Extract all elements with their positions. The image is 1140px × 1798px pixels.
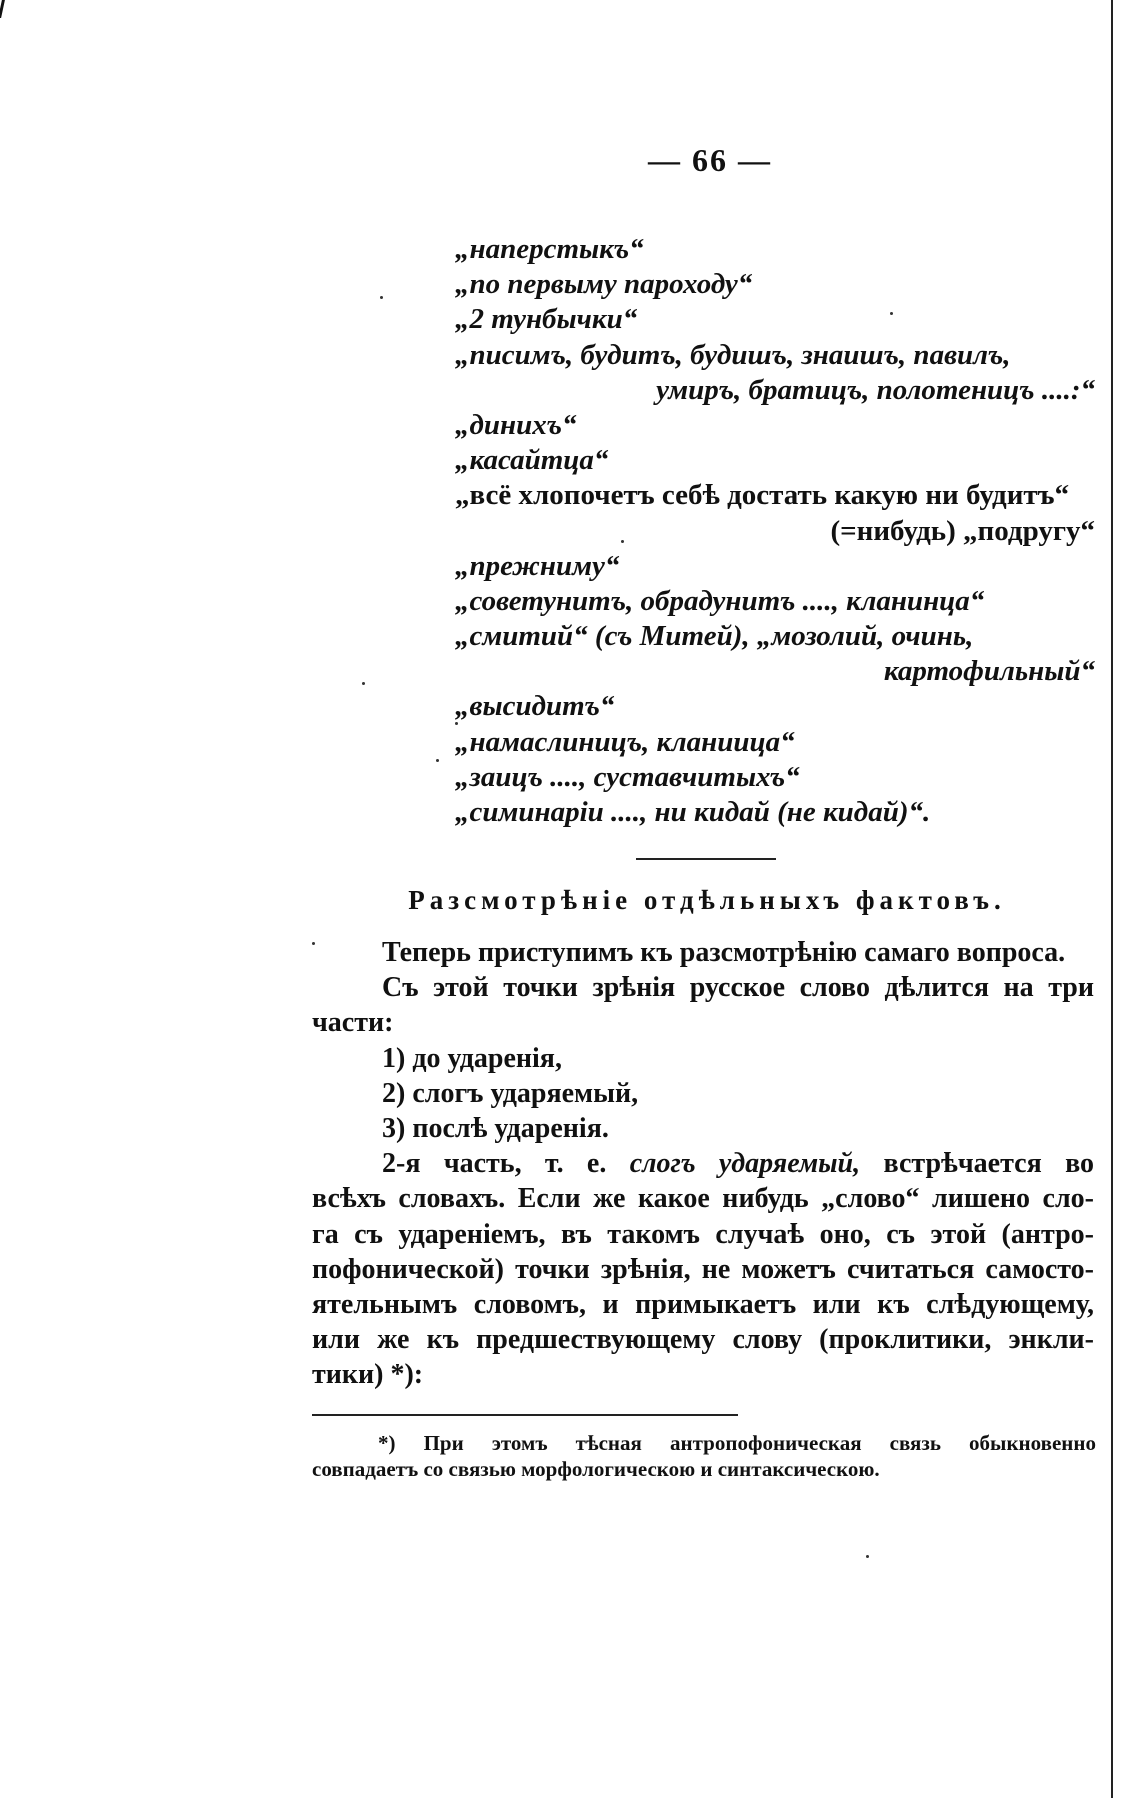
scan-speck xyxy=(380,296,383,299)
paragraph-line: всѣхъ словахъ. Если же какое нибудь „слово“ лишено сло- xyxy=(312,1183,1094,1215)
example-line: „наперстыкъ“ xyxy=(455,233,644,265)
scan-speck xyxy=(436,759,439,762)
paragraph-continued: части: xyxy=(312,1007,394,1039)
example-line: „высидитъ“ xyxy=(455,690,615,723)
emphasized-term: слогъ ударяемый, xyxy=(629,1148,861,1180)
scan-corner-mark xyxy=(0,0,13,18)
example-line: „всё хлопочетъ себѣ достать какую ни будитъ“ xyxy=(455,479,1070,512)
footnote-divider xyxy=(312,1414,738,1416)
list-item: 2) слогъ ударяемый, xyxy=(382,1077,639,1109)
paragraph-line: тики) *): xyxy=(312,1359,424,1391)
example-line-continued: картофильный“ xyxy=(883,655,1095,688)
section-heading: Разсмотрѣніе отдѣльныхъ фактовъ. xyxy=(408,885,1006,915)
paragraph: Теперь приступимъ къ разсмотрѣнію самаго вопроса. xyxy=(382,937,1066,968)
examples-block xyxy=(455,232,1095,830)
example-line: „касайтца“ xyxy=(455,444,609,477)
paragraph-line: ятельнымъ словомъ, и примыкаетъ или къ слѣдующему, xyxy=(312,1288,1094,1320)
list-item: 3) послѣ ударенія. xyxy=(382,1112,609,1144)
paragraph xyxy=(312,1146,1094,1181)
example-line-continued: (=нибудь) „подругу“ xyxy=(830,514,1095,547)
paragraph-line: пофонической) точки зрѣнія, не можетъ считаться самосто- xyxy=(312,1253,1094,1285)
example-line: „смитий“ (съ Митей), „мозолий, очинь, xyxy=(455,620,974,653)
example-line: „диниxъ“ xyxy=(455,408,577,441)
example-line-continued: умиръ, братицъ, полотеницъ ....:“ xyxy=(656,373,1095,406)
scan-speck xyxy=(455,722,458,725)
body-text xyxy=(312,935,1094,1393)
scan-speck xyxy=(621,540,624,543)
example-line: „по первыму пароходу“ xyxy=(455,268,753,301)
example-line: „симинаріи ...., ни кидай (не кидай)“. xyxy=(455,796,931,828)
example-line: „2 тунбычки“ xyxy=(455,303,638,336)
page-edge-line xyxy=(1111,0,1113,1798)
scan-speck xyxy=(866,1555,869,1558)
section-divider xyxy=(636,858,776,860)
footnote-line: *) При этомъ тѣсная антропофоническая связь обыкновенно xyxy=(378,1431,1096,1455)
footnote-line: совпадаетъ со связью морфологическою и синтаксическою. xyxy=(312,1457,880,1481)
scan-speck xyxy=(890,312,893,315)
paragraph-lead: 2-я часть, т. е. xyxy=(382,1148,607,1180)
scan-speck xyxy=(362,682,365,685)
paragraph-line: га съ удареніемъ, въ такомъ случаѣ оно, съ этой (антро- xyxy=(312,1218,1094,1250)
paragraph-text: встрѣчается во xyxy=(883,1148,1095,1180)
paragraph: Съ этой точки зрѣнія русское слово дѣлится на три xyxy=(382,972,1094,1004)
example-line: „прежниму“ xyxy=(455,549,620,582)
scan-speck xyxy=(312,942,315,945)
example-line: „советунитъ, обрадунитъ ...., кланинца“ xyxy=(455,584,985,617)
example-line: „намаслиницъ, кланиица“ xyxy=(455,725,795,758)
footnote xyxy=(312,1430,1096,1482)
example-line: „заицъ ...., суставчитыхъ“ xyxy=(455,760,800,793)
example-line: „писимъ, будитъ, будишъ, знаишъ, павилъ, xyxy=(455,338,1011,371)
paragraph-line: или же къ предшествующему слову (проклитики, энкли- xyxy=(312,1324,1094,1356)
list-item: 1) до ударенія, xyxy=(382,1042,562,1074)
page-number: — 66 — xyxy=(648,142,772,178)
